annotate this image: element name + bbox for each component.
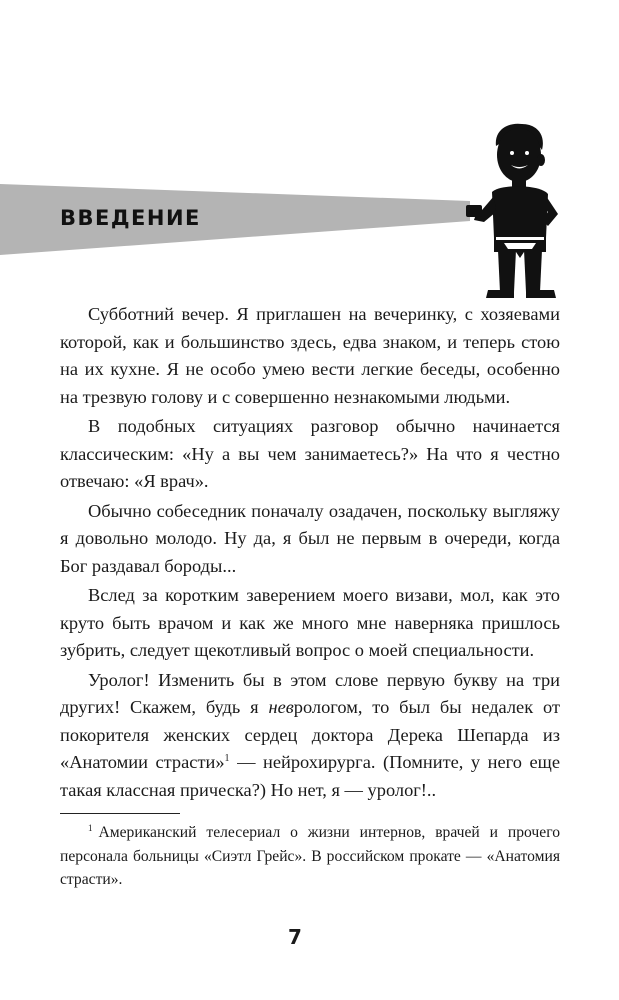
footnote <box>60 821 560 892</box>
paragraph-5-start: Уролог! Изменить бы в этом слове первую букву на три других! Скажем, будь я <box>60 669 560 717</box>
paragraph-3: Обычно собеседник поначалу озадачен, поскольку выгляжу я довольно молодо. Ну да, я был не первым в очереди, когда Бог раздавал бороды... <box>60 500 560 576</box>
paragraph-4: Вслед за коротким заверением моего визави, мол, как это круто быть врачом и как же много мне наверняка пришлось зубрить, следует щекотливый вопрос о моей специальности. <box>60 585 560 660</box>
paragraph-5-emphasis: нев <box>268 697 294 717</box>
chapter-title: ВВЕДЕНИЕ <box>60 206 201 230</box>
paragraph-5-middle: рологом, то был бы недалек от покорителя женских сердец доктора Дерека Шепарда из «Анатомии страсти» <box>60 697 560 772</box>
footnote-reference[interactable]: 1 <box>224 752 230 764</box>
footnote-divider <box>60 813 180 814</box>
boy-with-flashlight-icon <box>466 124 558 298</box>
paragraph-5-end: — нейрохирурга. (Помните, у него еще такая классная прическа?) Но нет, я — уролог!.. <box>60 752 560 800</box>
chapter-banner <box>0 0 619 320</box>
page-number: 7 <box>288 925 302 949</box>
footnote-marker: 1 <box>88 822 93 833</box>
footnote-text: Американский телесериал о жизни интернов, врачей и прочего персонала больницы «Сиэтл Грейс». В российском прокате — «Анатомия страсти». <box>60 824 560 888</box>
paragraph-5 <box>60 667 560 805</box>
paragraph-2: В подобных ситуациях разговор обычно начинается классическим: «Ну а вы чем занимаетесь?» На что я честно отвечаю: «Я врач». <box>60 416 560 491</box>
body-text <box>60 301 560 806</box>
paragraph-1: Субботний вечер. Я приглашен на вечеринку, с хозяевами которой, как и большинство здесь, едва знаком, и теперь стою на их кухне. Я не особо умею вести легкие беседы, особенно на трезвую голову и с совершенно незнакомыми людьми. <box>60 304 560 407</box>
